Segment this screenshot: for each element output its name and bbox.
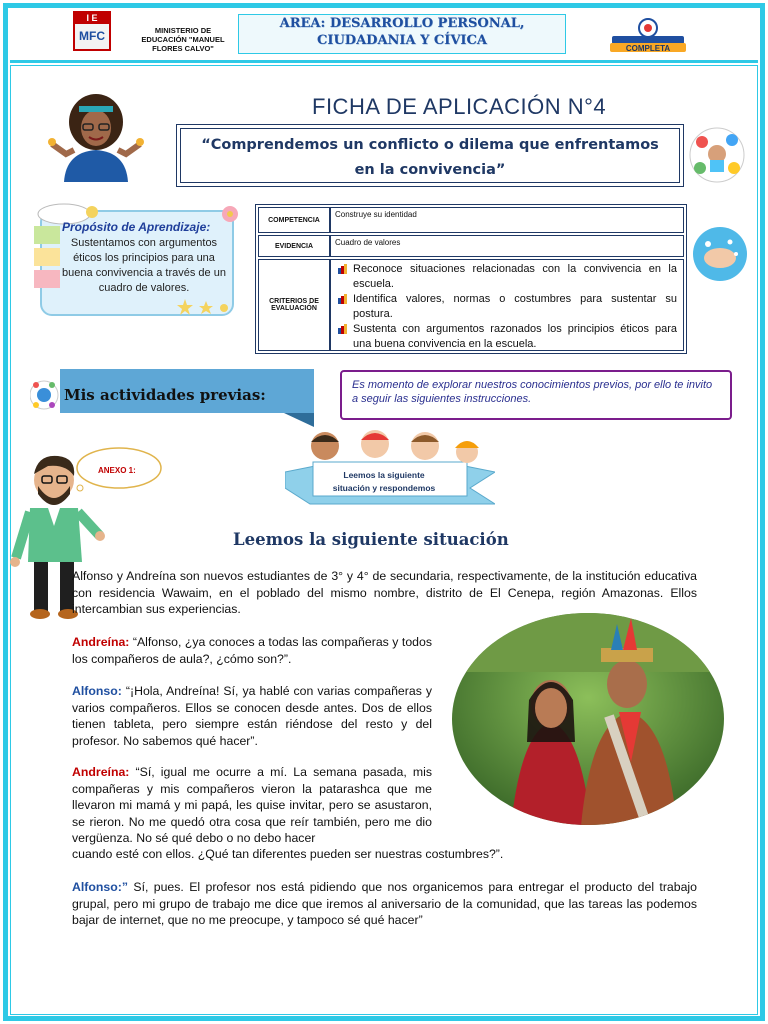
area-title-line1: AREA: DESARROLLO PERSONAL, [279,16,525,31]
sticky-note-icon [34,248,60,266]
ficha-title: FICHA DE APLICACIÓN N°4 [312,94,607,119]
teacher-avatar-icon [44,92,148,182]
criterio-item [335,292,677,322]
dialogue-text: “Alfonso, ¿ya conoces a todas las compañeras y todos los compañeros de aula?, ¿cómo son?”. [72,635,432,666]
kids-banner-line1: Leemos la siguiente [343,470,425,480]
area-title-box [238,14,566,54]
situation-intro: Alfonso y Andreína son nuevos estudiantes de 3° y 4° de secundaria, respectivamente, de la institución educativa con residencia Wawaim, en el poblado del mismo nombre, distrito de El Cenepa, región Amazonas. Ellos intercambian sus experiencias. [72,569,697,617]
svg-text:COMPLETA: COMPLETA [625,44,671,53]
bullet-icon [338,264,348,274]
hand-washing-icon [690,226,750,282]
dialogue-text: “¡Hola, Andreína! Sí, ya hablé con varias compañeras y varios compañeros. Ellos se conocen desde antes. Dos de ellos tienen tableta, pero siempre están riéndose del resto y del profesor. No sabemos qué hacer”. [72,684,432,748]
ficha-subtitle-inner [180,128,680,183]
ministry-line: EDUCACIÓN "MANUEL [141,35,225,44]
ministry-label [128,26,238,53]
bullet-icon [338,324,348,334]
dialogue-alfonso-2 [72,879,697,929]
sticky-note-icon [34,226,60,244]
dialogue-andreina-2-tail: cuando esté con ellos. ¿Qué tan diferentes pueden ser nuestras costumbres?”. [72,847,504,861]
ministry-line: MINISTERIO DE [154,26,212,35]
area-title-line2: CIUDADANIA Y CÍVICA [317,33,487,48]
sticky-note-icon [34,270,60,288]
speaker-andreina: Andreína: [72,635,130,649]
dialogue-andreina-1 [72,634,432,667]
school-logo-icon [72,10,112,52]
students-photo [451,612,725,826]
ficha-subtitle-line2: en la convivencia” [354,162,506,178]
dialogue-alfonso-1 [72,683,432,749]
criterios-cell [330,259,684,351]
activities-note: Es momento de explorar nuestros conocimientos previos, por ello te invito a seguir las siguientes instrucciones. [352,379,713,405]
criterio-text: Identifica valores, normas o costumbres para sustentar su postura. [353,293,677,320]
proposito-text: Sustentamos con argumentos éticos los principios para una buena convivencia a través de un cuadro de valores. [62,237,226,294]
activities-title: Mis actividades previas: [64,386,266,404]
speaker-alfonso: Alfonso: [72,684,122,698]
criterio-item [335,262,677,292]
situation-title: Leemos la siguiente situación [233,530,509,549]
activities-note-box [340,370,732,420]
speaker-andreina: Andreína: [72,765,130,779]
criterio-text: Reconoce situaciones relacionadas con la convivencia en la escuela. [353,263,677,290]
speaker-alfonso: Alfonso:” [72,880,129,894]
kids-banner-text [318,469,450,495]
ficha-subtitle-box [176,124,684,187]
ficha-subtitle-line1: “Comprendemos un conflicto o dilema que enfrentamos [201,137,659,153]
competencia-value: Construye su identidad [330,207,684,233]
competencia-label: COMPETENCIA [258,207,330,233]
ministry-line: FLORES CALVO" [152,44,214,53]
anexo-label: ANEXO 1: [98,466,136,475]
svg-text:I E: I E [86,13,98,23]
dialogue-andreina-2 [72,764,432,847]
jornada-logo-icon [608,16,688,56]
proposito-title: Propósito de Aprendizaje: [62,220,211,234]
bullet-icon [338,294,348,304]
header-divider [10,60,758,63]
evidencia-value: Cuadro de valores [330,235,684,257]
svg-text:MFC: MFC [79,29,105,43]
criterios-list [335,262,677,352]
dialogue-text: Sí, pues. El profesor nos está pidiendo que nos organicemos para entregar el producto del trabajo grupal, pero mi grupo de trabajo me dice que iremos al aniversario de la comunidad, que las tareas las podemos bajar de internet, que no me preocupe, y tampoco sé qué hacer” [72,880,697,928]
criterios-label: CRITERIOS DE EVALUACIÓN [258,259,330,351]
dialogue-text: “Sí, igual me ocurre a mí. La semana pasada, mis compañeras y mis compañeros vieron la patarashca que me llevaron mi mamá y mi papá, les quise invitar, pero se asustaron, se rieron. No me quedó otra cosa que reír también, pero me dio vergüenza. No sé qué debo o no debo hacer [72,765,432,846]
criterio-text: Sustenta con argumentos razonados los principios éticos para una buena convivencia en la escuela. [353,323,677,350]
kids-banner-line2: situación y respondemos [332,483,436,493]
stars-icon [176,298,230,316]
evidencia-label: EVIDENCIA [258,235,330,257]
criterio-item [335,322,677,352]
hands-circle-icon [688,124,746,186]
